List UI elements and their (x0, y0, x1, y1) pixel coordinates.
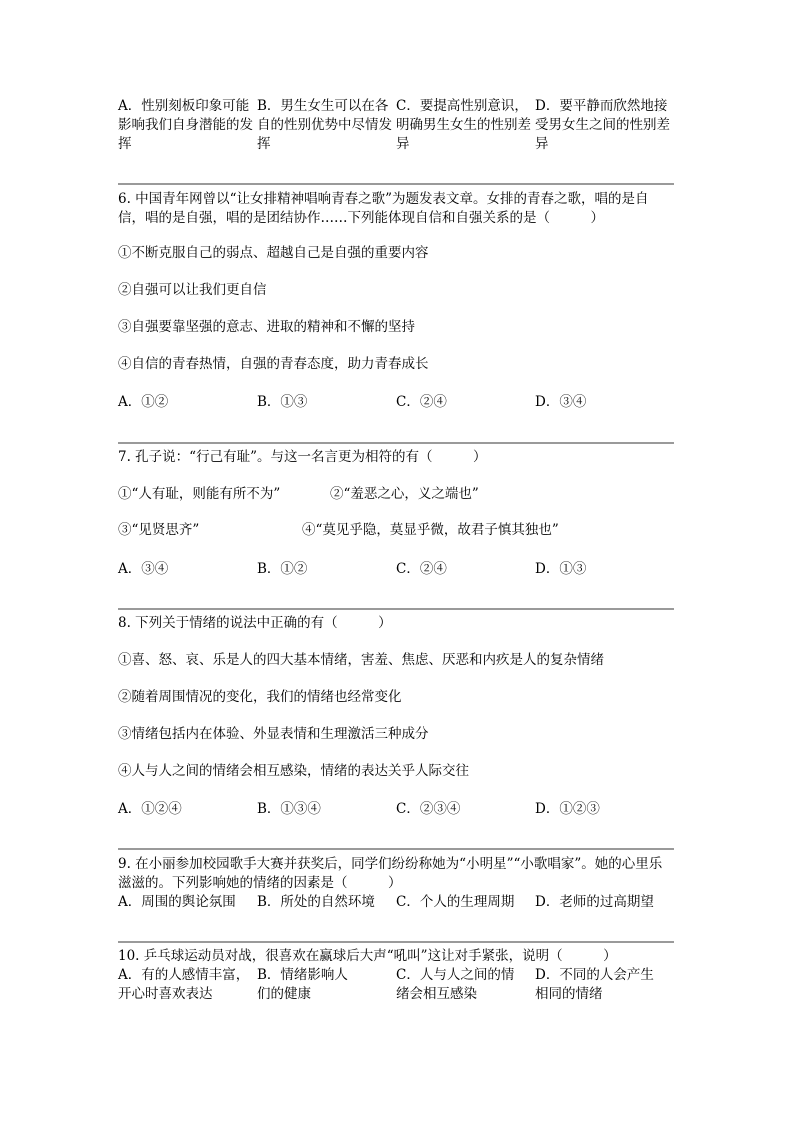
q6-option-c[interactable]: C．②④ (396, 394, 447, 410)
divider-q6 (118, 183, 674, 185)
q10-option-c[interactable]: C．人与人之间的情绪会相互感染 (396, 967, 515, 1002)
q5-option-a[interactable]: A．性别刻板印象可能影响我们自身潜能的发挥 (118, 98, 253, 152)
q6-item-4: ④自信的青春热情，自强的青春态度，助力青春成长 (118, 356, 429, 372)
q7-item-3: ③“见贤思齐” (118, 522, 200, 538)
q5-option-b[interactable]: B．男生女生可以在各自的性别优势中尽情发挥 (257, 98, 392, 152)
q8-item-2: ②随着周围情况的变化，我们的情绪也经常变化 (118, 689, 402, 705)
q5-option-c[interactable]: C．要提高性别意识，明确男生女生的性别差异 (396, 98, 531, 152)
q7-item-1: ①“人有耻，则能有所不为” (118, 486, 281, 502)
q6-stem: 6. 中国青年网曾以“让女排精神唱响青春之歌”为题发表文章。女排的青春之歌，唱的是自信，唱的是自强，唱的是团结协作……下列能体现自信和自强关系的是（ ） (118, 191, 649, 226)
q6-item-2: ②自强可以让我们更自信 (118, 282, 267, 298)
q7-option-c[interactable]: C．②④ (396, 561, 447, 577)
q8-item-3: ③情绪包括内在体验、外显表情和生理激活三种成分 (118, 726, 429, 742)
q5-option-d[interactable]: D．要平静而欣然地接受男女生之间的性别差异 (535, 98, 670, 152)
divider-q9 (118, 848, 674, 850)
q6-item-3: ③自强要靠坚强的意志、进取的精神和不懈的坚持 (118, 319, 415, 335)
q7-item-4: ④“莫见乎隐，莫显乎微，故君子慎其独也” (302, 522, 559, 538)
q9-option-d[interactable]: D．老师的过高期望 (535, 894, 654, 910)
divider-q10 (118, 941, 674, 943)
q7-option-a[interactable]: A．③④ (118, 561, 169, 577)
q8-option-a[interactable]: A．①②④ (118, 801, 182, 817)
q10-options (118, 966, 674, 1004)
q7-option-d[interactable]: D．①③ (535, 561, 587, 577)
q7-stem: 7. 孔子说：“行己有耻”。与这一名言更为相符的有（ ） (118, 449, 487, 465)
q10-stem: 10. 乒乓球运动员对战，很喜欢在赢球后大声“吼叫”这让对手紧张，说明（ ） (118, 948, 617, 964)
q10-option-d[interactable]: D．不同的人会产生相同的情绪 (535, 967, 654, 1002)
q9-option-a[interactable]: A．周围的舆论氛围 (118, 894, 236, 910)
q9-option-c[interactable]: C．个人的生理周期 (396, 894, 515, 910)
q7-option-b[interactable]: B．①② (257, 561, 308, 577)
q6-item-1: ①不断克服自己的弱点、超越自己是自强的重要内容 (118, 245, 429, 261)
q8-stem: 8. 下列关于情绪的说法中正确的有（ ） (118, 615, 392, 631)
q8-option-d[interactable]: D．①②③ (535, 801, 600, 817)
q8-option-b[interactable]: B．①③④ (257, 801, 321, 817)
q8-item-4: ④人与人之间的情绪会相互感染，情绪的表达关乎人际交往 (118, 763, 469, 779)
divider-q7 (118, 442, 674, 444)
q8-item-1: ①喜、怒、哀、乐是人的四大基本情绪，害羞、焦虑、厌恶和内疚是人的复杂情绪 (118, 652, 604, 668)
q7-item-2: ②“羞恶之心，义之端也” (330, 486, 479, 502)
q6-option-b[interactable]: B．①③ (257, 394, 308, 410)
q9-option-b[interactable]: B．所处的自然环境 (257, 894, 375, 910)
q8-option-c[interactable]: C．②③④ (396, 801, 461, 817)
q10-option-a[interactable]: A．有的人感情丰富，开心时喜欢表达 (118, 967, 250, 1002)
q9-stem: 9. 在小丽参加校园歌手大赛并获奖后，同学们纷纷称她为“小明星”“小歌唱家”。她的心里乐滋滋的。下列影响她的情绪的因素是（ ） (118, 856, 663, 891)
divider-q8 (118, 608, 674, 610)
q10-option-b[interactable]: B．情绪影响人们的健康 (257, 967, 348, 1002)
q6-option-d[interactable]: D．③④ (535, 394, 587, 410)
q6-option-a[interactable]: A．①② (118, 394, 169, 410)
q9-options (118, 893, 674, 912)
q5-options (118, 97, 674, 154)
